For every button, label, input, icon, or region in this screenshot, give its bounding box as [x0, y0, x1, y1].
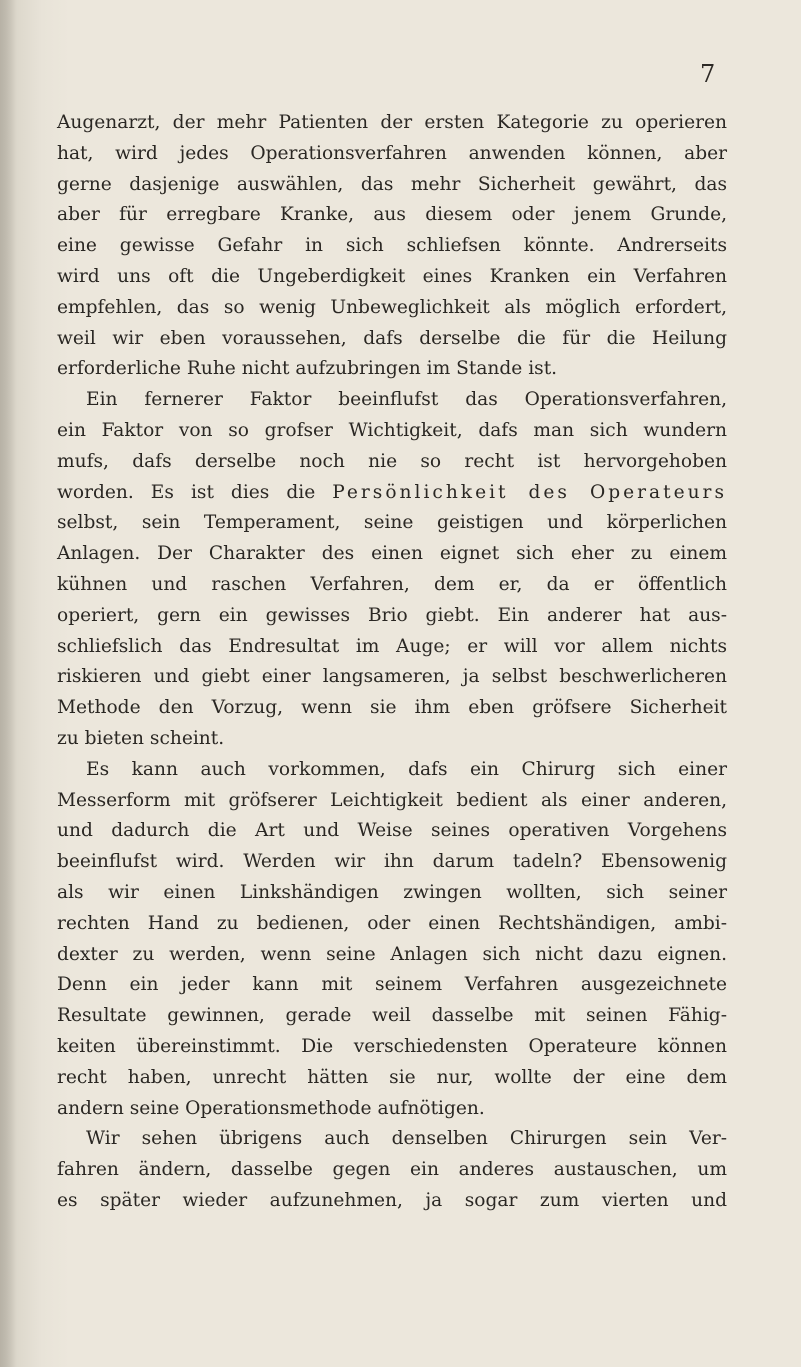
text-line: Messerform mit gröfserer Leichtigkeit bedient als einer anderen,	[57, 789, 727, 811]
text-line: Denn ein jeder kann mit seinem Verfahren ausgezeichnete	[57, 974, 727, 996]
text-line: und dadurch die Art und Weise seines operativen Vorgehens	[57, 820, 727, 842]
text-line: dexter zu werden, wenn seine Anlagen sich nicht dazu eignen.	[57, 943, 727, 965]
text-line: rechten Hand zu bedienen, oder einen Rechtshändigen, ambi-	[57, 912, 727, 934]
text-line: operiert, gern ein gewisses Brio giebt. Ein anderer hat aus-	[57, 604, 727, 626]
text-line: wird uns oft die Ungeberdigkeit eines Kranken ein Verfahren	[57, 265, 727, 287]
text-line: beeinflufst wird. Werden wir ihn darum tadeln? Ebensowenig	[57, 851, 727, 873]
text-line: schliefslich das Endresultat im Auge; er will vor allem nichts	[57, 635, 727, 657]
text-fragment: worden. Es ist dies die	[57, 481, 316, 503]
text-line: eine gewisse Gefahr in sich schliefsen könnte. Andrerseits	[57, 235, 727, 257]
text-line: Resultate gewinnen, gerade weil dasselbe mit seinen Fähig-	[57, 1005, 727, 1027]
text-line: Augenarzt, der mehr Patienten der ersten Kategorie zu operieren	[57, 112, 727, 133]
binding-shadow	[0, 0, 16, 1367]
text-line: Methode den Vorzug, wenn sie ihm eben gröfsere Sicherheit	[57, 697, 727, 719]
text-line: riskieren und giebt einer langsameren, ja selbst beschwerlicheren	[57, 666, 727, 688]
text-line: ein Faktor von so grofser Wichtigkeit, dafs man sich wundern	[57, 419, 727, 441]
text-line: gerne dasjenige auswählen, das mehr Sicherheit gewährt, das	[57, 173, 727, 195]
text-line: Es kann auch vorkommen, dafs ein Chirurg sich einer	[86, 758, 727, 780]
text-line: andern seine Operationsmethode aufnötigen.	[57, 1097, 485, 1119]
text-line: hat, wird jedes Operationsverfahren anwenden können, aber	[57, 142, 727, 164]
text-line: zu bieten scheint.	[57, 727, 225, 749]
text-line: fahren ändern, dasselbe gegen ein anderes austauschen, um	[57, 1159, 727, 1181]
text-line: mufs, dafs derselbe noch nie so recht ist hervorgehoben	[57, 450, 727, 472]
page-number: 7	[700, 60, 716, 88]
emphasized-term: Persönlichkeit des Operateurs	[332, 481, 727, 503]
text-line: aber für erregbare Kranke, aus diesem oder jenem Grunde,	[57, 204, 727, 226]
text-line: keiten übereinstimmt. Die verschiedensten Operateure können	[57, 1035, 727, 1057]
text-line	[57, 478, 727, 509]
body-text	[57, 108, 727, 1217]
text-line: empfehlen, das so wenig Unbeweglichkeit als möglich erfordert,	[57, 296, 727, 318]
text-line: Ein fernerer Faktor beeinflufst das Operationsverfahren,	[86, 389, 727, 411]
text-line: es später wieder aufzunehmen, ja sogar zum vierten und	[57, 1189, 727, 1211]
text-line: erforderliche Ruhe nicht aufzubringen im Stande ist.	[57, 358, 558, 380]
text-line: Anlagen. Der Charakter des einen eignet sich eher zu einem	[57, 543, 727, 565]
text-line: kühnen und raschen Verfahren, dem er, da er öffentlich	[57, 573, 727, 595]
text-line: recht haben, unrecht hätten sie nur, wollte der eine dem	[57, 1066, 727, 1088]
text-line: selbst, sein Temperament, seine geistigen und körperlichen	[57, 512, 727, 534]
text-line: als wir einen Linkshändigen zwingen wollten, sich seiner	[57, 881, 727, 903]
text-line: weil wir eben voraussehen, dafs derselbe die für die Heilung	[57, 327, 727, 349]
text-line: Wir sehen übrigens auch denselben Chirurgen sein Ver-	[86, 1128, 727, 1150]
